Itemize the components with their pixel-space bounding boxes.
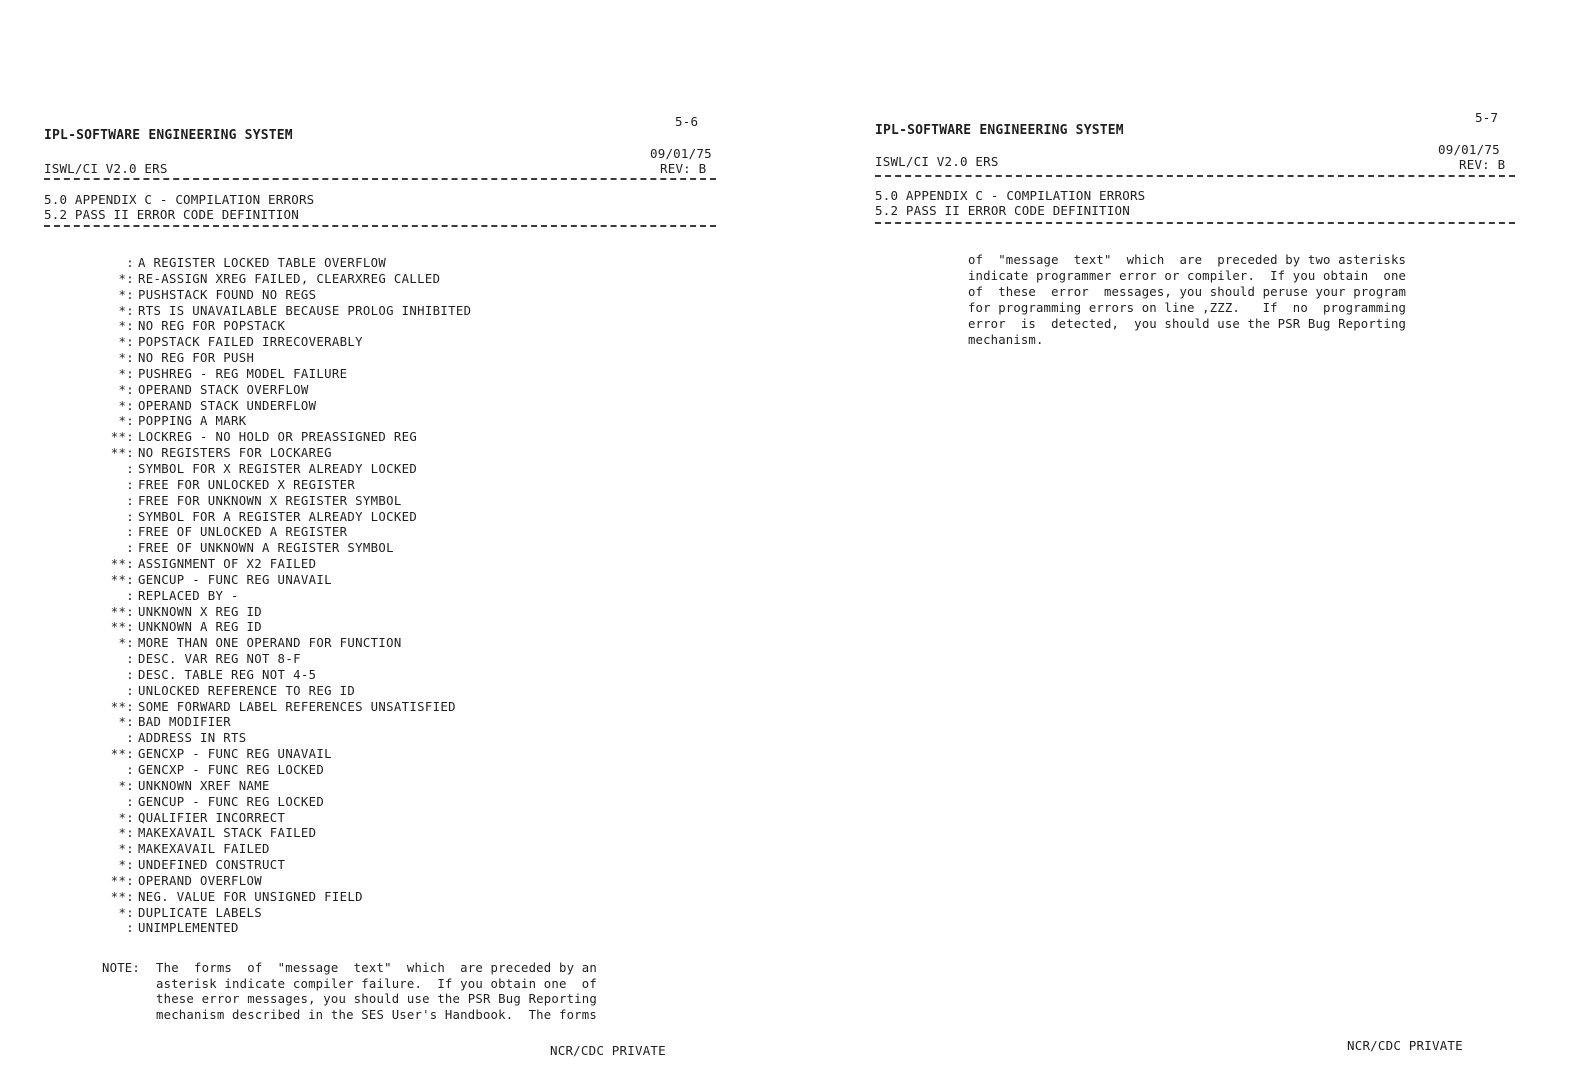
error-message: NO REG FOR POPSTACK [138,319,286,334]
error-message: NO REG FOR PUSH [138,351,255,366]
error-entry [98,747,471,763]
severity-marker: **: [110,572,134,587]
section-rule [875,222,1515,224]
error-message: FREE OF UNKNOWN A REGISTER SYMBOL [138,541,394,556]
severity-marker: *: [118,382,134,397]
page-number: 5-7 [1475,110,1499,125]
severity-marker: **: [110,557,134,572]
error-entry [98,288,471,304]
subsection-heading: 5.2 PASS II ERROR CODE DEFINITION [44,207,299,222]
error-entry [98,462,471,478]
severity-marker: *: [118,287,134,302]
note-label: NOTE: [102,961,141,975]
error-message: MAKEXAVAIL STACK FAILED [138,826,317,841]
page-5-7 [791,0,1582,1080]
section-rule [44,225,716,227]
note-line: these error messages, you should use the PSR Bug Reporting [156,992,597,1006]
error-entry [98,367,471,383]
error-entry [98,906,471,922]
severity-marker: : [126,731,134,746]
error-message: SOME FORWARD LABEL REFERENCES UNSATISFIED [138,699,456,714]
paragraph-line: mechanism. [968,333,1044,347]
page-number: 5-6 [675,114,699,129]
error-entry [98,605,471,621]
error-message: UNKNOWN A REG ID [138,620,263,635]
severity-marker: *: [118,335,134,350]
error-message: NEG. VALUE FOR UNSIGNED FIELD [138,889,363,904]
paragraph-line: for programming errors on line ,ZZZ. If no programming [968,301,1407,315]
severity-marker: *: [118,351,134,366]
severity-marker: : [126,683,134,698]
revision: REV: B [1459,157,1506,172]
severity-marker: *: [118,398,134,413]
error-message: OPERAND OVERFLOW [138,873,263,888]
error-message: A REGISTER LOCKED TABLE OVERFLOW [138,256,387,270]
error-entry [98,256,471,272]
error-entry [98,858,471,874]
note-line: mechanism described in the SES User's Handbook. The forms [156,1007,597,1022]
error-message: UNKNOWN X REG ID [138,604,263,619]
error-entry [98,890,471,906]
note-line: The forms of "message text" which are preceded by an [156,961,597,975]
severity-marker: *: [118,778,134,793]
revision: REV: B [660,161,707,176]
system-title: IPL-SOFTWARE ENGINEERING SYSTEM [875,123,1124,138]
severity-marker: : [126,794,134,809]
error-entry [98,304,471,320]
error-entry [98,684,471,700]
error-message: UNKNOWN XREF NAME [138,778,270,793]
error-message: BAD MODIFIER [138,715,232,730]
error-entry [98,921,471,937]
error-entry [98,319,471,335]
error-message: UNDEFINED CONSTRUCT [138,858,286,873]
error-entry [98,478,471,494]
error-message: UNIMPLEMENTED [138,921,239,936]
error-entry [98,589,471,605]
error-entry [98,335,471,351]
error-entry [98,779,471,795]
severity-marker: **: [110,747,134,762]
error-message: PUSHREG - REG MODEL FAILURE [138,366,348,381]
error-message: LOCKREG - NO HOLD OR PREASSIGNED REG [138,430,418,445]
paragraph-line: indicate programmer error or compiler. If you obtain one [968,269,1407,283]
error-entry [98,700,471,716]
error-entry [98,272,471,288]
severity-marker: : [126,525,134,540]
error-entry [98,731,471,747]
severity-marker: *: [118,303,134,318]
severity-marker: : [126,493,134,508]
paragraph-line: of these error messages, you should peruse your program [968,285,1407,299]
error-entry [98,541,471,557]
severity-marker: **: [110,604,134,619]
error-entry [98,715,471,731]
severity-marker: : [126,541,134,556]
severity-marker: *: [118,858,134,873]
error-message: QUALIFIER INCORRECT [138,810,286,825]
error-message: GENCXP - FUNC REG UNAVAIL [138,747,332,762]
error-message: UNLOCKED REFERENCE TO REG ID [138,683,356,698]
severity-marker: : [126,652,134,667]
severity-marker: : [126,256,134,270]
doc-id: ISWL/CI V2.0 ERS [44,161,168,176]
error-entry [98,826,471,842]
error-message: MORE THAN ONE OPERAND FOR FUNCTION [138,636,402,651]
error-entry [98,446,471,462]
severity-marker: **: [110,446,134,461]
severity-marker: **: [110,873,134,888]
severity-marker: : [126,921,134,936]
note-line: asterisk indicate compiler failure. If you obtain one of [156,976,597,991]
error-message: NO REGISTERS FOR LOCKAREG [138,446,332,461]
severity-marker: : [126,588,134,603]
error-message: RTS IS UNAVAILABLE BECAUSE PROLOG INHIBITED [138,303,472,318]
error-message: ADDRESS IN RTS [138,731,247,746]
error-entry [98,494,471,510]
error-message: GENCXP - FUNC REG LOCKED [138,763,325,777]
severity-marker: *: [118,366,134,381]
error-entry [98,510,471,526]
error-entry [98,842,471,858]
error-message: ASSIGNMENT OF X2 FAILED [138,557,317,572]
error-entry [98,430,471,446]
subsection-heading: 5.2 PASS II ERROR CODE DEFINITION [875,203,1130,218]
error-message: OPERAND STACK OVERFLOW [138,382,309,397]
severity-marker: **: [110,620,134,635]
severity-marker: *: [118,319,134,334]
error-message: RE-ASSIGN XREG FAILED, CLEARXREG CALLED [138,271,441,286]
severity-marker: : [126,509,134,524]
error-message: MAKEXAVAIL FAILED [138,842,270,857]
error-message: POPSTACK FAILED IRRECOVERABLY [138,335,363,350]
error-message: FREE FOR UNLOCKED X REGISTER [138,477,356,492]
section-heading: 5.0 APPENDIX C - COMPILATION ERRORS [875,188,1146,203]
error-message: SYMBOL FOR A REGISTER ALREADY LOCKED [138,509,418,524]
error-message: FREE FOR UNKNOWN X REGISTER SYMBOL [138,493,402,508]
error-entry [98,874,471,890]
error-entry [98,573,471,589]
severity-marker: : [126,763,134,777]
error-entry [98,383,471,399]
severity-marker: **: [110,430,134,445]
error-message: GENCUP - FUNC REG LOCKED [138,794,325,809]
severity-marker: *: [118,810,134,825]
error-entry [98,636,471,652]
error-entry [98,652,471,668]
severity-marker: *: [118,271,134,286]
error-code-list [98,256,471,937]
error-entry [98,795,471,811]
error-entry [98,399,471,415]
error-message: PUSHSTACK FOUND NO REGS [138,287,317,302]
page-footer: NCR/CDC PRIVATE [1347,1038,1463,1053]
error-entry [98,763,471,779]
continued-paragraph [968,252,1513,348]
error-message: GENCUP - FUNC REG UNAVAIL [138,572,332,587]
severity-marker: : [126,461,134,476]
error-message: FREE OF UNLOCKED A REGISTER [138,525,348,540]
error-message: OPERAND STACK UNDERFLOW [138,398,317,413]
error-message: DESC. VAR REG NOT 8-F [138,652,301,667]
system-title: IPL-SOFTWARE ENGINEERING SYSTEM [44,128,293,143]
section-heading: 5.0 APPENDIX C - COMPILATION ERRORS [44,192,315,207]
severity-marker: *: [118,826,134,841]
header-rule [875,175,1515,177]
error-message: DUPLICATE LABELS [138,905,263,920]
severity-marker: *: [118,842,134,857]
error-message: SYMBOL FOR X REGISTER ALREADY LOCKED [138,461,418,476]
severity-marker: : [126,667,134,682]
severity-marker: **: [110,699,134,714]
error-entry [98,414,471,430]
error-entry [98,811,471,827]
paragraph-line: of "message text" which are preceded by two asterisks [968,253,1407,267]
severity-marker: *: [118,905,134,920]
severity-marker: *: [118,715,134,730]
error-message: POPPING A MARK [138,414,247,429]
error-entry [98,620,471,636]
severity-marker: : [126,477,134,492]
error-entry [98,557,471,573]
error-entry [98,525,471,541]
severity-marker: *: [118,414,134,429]
doc-id: ISWL/CI V2.0 ERS [875,154,999,169]
error-message: DESC. TABLE REG NOT 4-5 [138,667,317,682]
severity-marker: *: [118,636,134,651]
severity-marker: **: [110,889,134,904]
doc-date: 09/01/75 [1438,142,1500,157]
error-entry [98,668,471,684]
doc-date: 09/01/75 [650,146,712,161]
paragraph-line: error is detected, you should use the PSR Bug Reporting [968,317,1407,331]
page-footer: NCR/CDC PRIVATE [550,1043,666,1058]
error-message: REPLACED BY - [138,588,239,603]
header-rule [44,178,716,180]
error-entry [98,351,471,367]
